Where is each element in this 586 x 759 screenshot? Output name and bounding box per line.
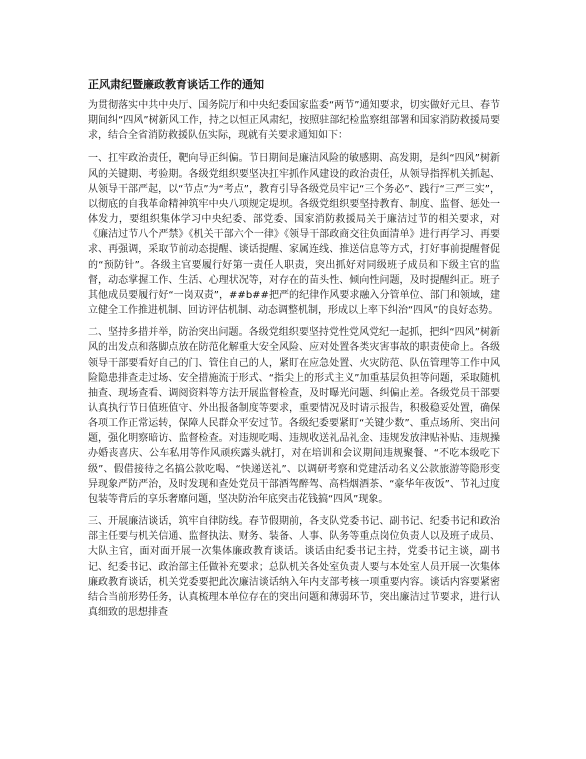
paragraph-section-1: 一、扛牢政治责任，靶向导正纠偏。节日期间是廉洁风险的敏感期、高发期，是纠“四风”树新风的关键期、考验期。各级党组织要坚决扛牢抓作风建设的政治责任，从领导指挥机关抓起、从领导干部严起，以“节点”为“考点”，教育引导各级党员牢记“三个务必”、践行“三严三实”，以彻底的自我革命精神筑牢中央八项规定堤坝。各级党组织要坚持教育、制度、监督、惩处一体发力，要组织集体学习中央纪委、部党委、国家消防救援局关于廉洁过节的相关要求，对《廉洁过节八个严禁》《机关干部六个一律》《领导干部政商交往负面清单》进行再学习、再要求、再强调，采取节前动态提醒、谈话提醒、家属连线、推送信息等方式，打好事前提醒督促的“预防针”。各级主官要履行好第一责任人职责，突出抓好对同级班子成员和下级主官的监督，动态掌握工作、生活、心理状况等，对存在的苗头性、倾向性问题，及时提醒纠正。班子其他成员要履行好“一岗双责”，##b##把严的纪律作风要求融入分管单位、部门和领域，建立健全工作推进机制、回访评估机制、动态调整机制，形成以上率下纠治“四风”的良好态势。 [88, 153, 500, 317]
paragraph-section-2: 二、坚持多措并举，防治突出问题。各级党组织要坚持党性党风党纪一起抓，把纠“四风”树新风的出发点和落脚点放在防范化解重大安全风险、应对处置各类灾害事故的职责使命上。各级领导干部要看好自己的门、管住自己的人，紧盯在应急处置、火灾防范、队伍管理等工作中风险隐患排查走过场、安全措施流于形式、“指尖上的形式主义”加重基层负担等问题，采取随机抽查、现场查看、调阅资料等方法开展监督检查，及时曝光问题、纠偏止差。各级党员干部要认真执行节日值班值守、外出报备制度等要求，重要情况及时请示报告，积极稳妥处置，确保各项工作正常运转，保障人民群众平安过节。各级纪委要紧盯“关键少数”、重点场所、突出问题，强化明察暗访、监督检查。对违规吃喝、违规收送礼品礼金、违规发放津贴补贴、违规操办婚丧喜庆、公车私用等作风顽疾露头就打，对在培训和会议期间违规聚餐、“不吃本级吃下级”、假借接待之名搞公款吃喝、“快递送礼”、以调研考察和党建活动名义公款旅游等隐形变异现象严防严治，及时发现和查处党员干部酒驾醉驾、高档烟酒茶、“豪华年夜饭”、节礼过度包装等背后的享乐奢靡问题，坚决防治年底突击花钱搞“四风”现象。 [88, 327, 500, 505]
document-title: 正风肃纪暨廉政教育谈话工作的通知 [88, 78, 264, 91]
paragraph-section-3: 三、开展廉洁谈话，筑牢自律防线。春节假期前，各支队党委书记、副书记、纪委书记和政治部主任要与机关信通、监督执法、财务、装备、人事、队务等重点岗位负责人以及班子成员、大队主官，面对面开展一次集体廉政教育谈话。谈话由纪委书记主持，党委书记主谈，副书记、纪委书记、政治部主任做补充要求；总队机关各处室负责人要与本处室人员开展一次集体廉政教育谈话，机关党委要把此次廉洁谈话纳入年内支部考核一项重要内容。谈话内容要紧密结合当前形势任务，认真梳理本单位存在的突出问题和薄弱环节，突出廉洁过节要求，进行认真细致的思想排查 [88, 516, 500, 618]
document-page [88, 78, 500, 627]
paragraph-intro: 为贯彻落实中共中央厅、国务院厅和中央纪委国家监委“两节”通知要求，切实做好元旦、春节期间纠“四风”树新风工作，持之以恒正风肃纪，按照驻部纪检监察组部署和国家消防救援局要求，结合全省消防救援队伍实际，现就有关要求通知如下： [88, 100, 500, 142]
